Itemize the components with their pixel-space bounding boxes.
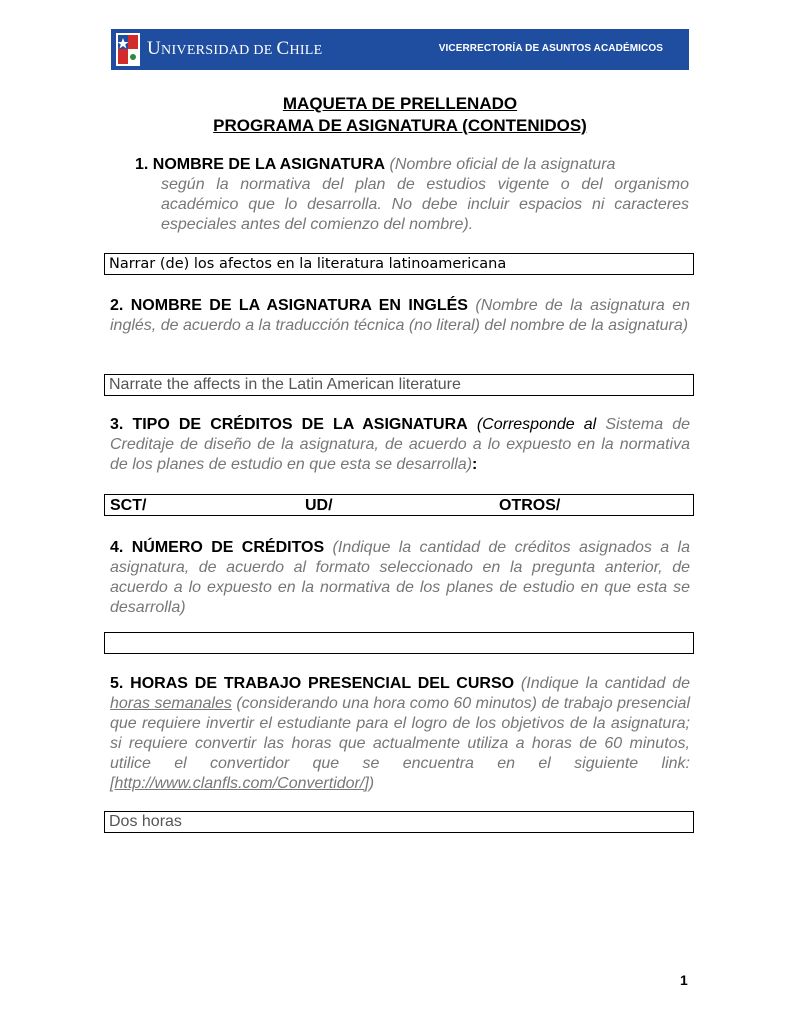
credit-type-field[interactable] xyxy=(104,494,694,516)
vicerrectoria-label: VICERRECTORÍA DE ASUNTOS ACADÉMICOS xyxy=(438,43,663,54)
document-title-line1: MAQUETA DE PRELLENADO xyxy=(282,94,518,113)
header-banner xyxy=(111,29,689,70)
weekly-hours-field[interactable]: Dos horas xyxy=(104,811,694,833)
section-5-heading: 5. HORAS DE TRABAJO PRESENCIAL DEL CURSO xyxy=(110,675,515,692)
university-shield-icon xyxy=(116,33,140,66)
section-3-instructions: 3. TIPO DE CRÉDITOS DE LA ASIGNATURA (Corresponde al Sistema de Creditaje de diseño de la asignatura, de acuerdo a lo expuesto en la normativa de los planes de estudio en que esta se desarrolla): xyxy=(110,416,691,473)
english-course-name-field[interactable]: Narrate the affects in the Latin American literature xyxy=(104,374,694,396)
course-name-field[interactable]: Narrar (de) los afectos en la literatura latinoamericana xyxy=(104,253,694,275)
converter-link[interactable]: http://www.clanfls.com/Convertidor/ xyxy=(114,775,365,792)
credit-option-ud[interactable]: UD/ xyxy=(305,497,333,514)
section-1-heading: 1. NOMBRE DE LA ASIGNATURA xyxy=(135,156,386,173)
section-2-instructions: 2. NOMBRE DE LA ASIGNATURA EN INGLÉS (Nombre de la asignatura en inglés, de acuerdo a la traducción técnica (no literal) del nombre de la asignatura) xyxy=(110,297,690,334)
section-5-instructions: 5. HORAS DE TRABAJO PRESENCIAL DEL CURSO (Indique la cantidad de horas semanales (considerando una hora como 60 minutos) de trabajo presencial que requiere invertir el estudiante para el logro de los objetivos de la asignatura; si requiere convertir las horas que actualmente utiliza a horas de 60 minutos, utilice el convertidor que se encuentra en el siguiente link: [http://www.clanfls.com/Convertidor/]) xyxy=(110,675,691,792)
credit-count-field[interactable] xyxy=(104,632,694,654)
section-3-heading: 3. TIPO DE CRÉDITOS DE LA ASIGNATURA xyxy=(110,416,468,433)
section-1-instructions: 1. NOMBRE DE LA ASIGNATURA (Nombre oficial de la asignatura según la normativa del plan de estudios vigente o del organismo académico que lo desarrolla. No debe incluir espacios ni caracteres especiales antes del comienzo del nombre). xyxy=(135,156,689,233)
document-title-line2: PROGRAMA DE ASIGNATURA (CONTENIDOS) xyxy=(213,116,587,135)
page-number: 1 xyxy=(680,972,688,988)
university-name: UNIVERSIDAD DE CHILE xyxy=(147,38,323,59)
credit-option-otros[interactable]: OTROS/ xyxy=(499,497,561,514)
section-4-instructions: 4. NÚMERO DE CRÉDITOS (Indique la cantidad de créditos asignados a la asignatura, de acuerdo al formato seleccionado en la pregunta anterior, de acuerdo a lo expuesto en la normativa de los planes de estudio en que esta se desarrolla) xyxy=(110,539,690,616)
section-4-heading: 4. NÚMERO DE CRÉDITOS xyxy=(110,539,325,556)
credit-option-sct[interactable]: SCT/ xyxy=(110,497,147,514)
section-2-heading: 2. NOMBRE DE LA ASIGNATURA EN INGLÉS xyxy=(110,297,468,314)
